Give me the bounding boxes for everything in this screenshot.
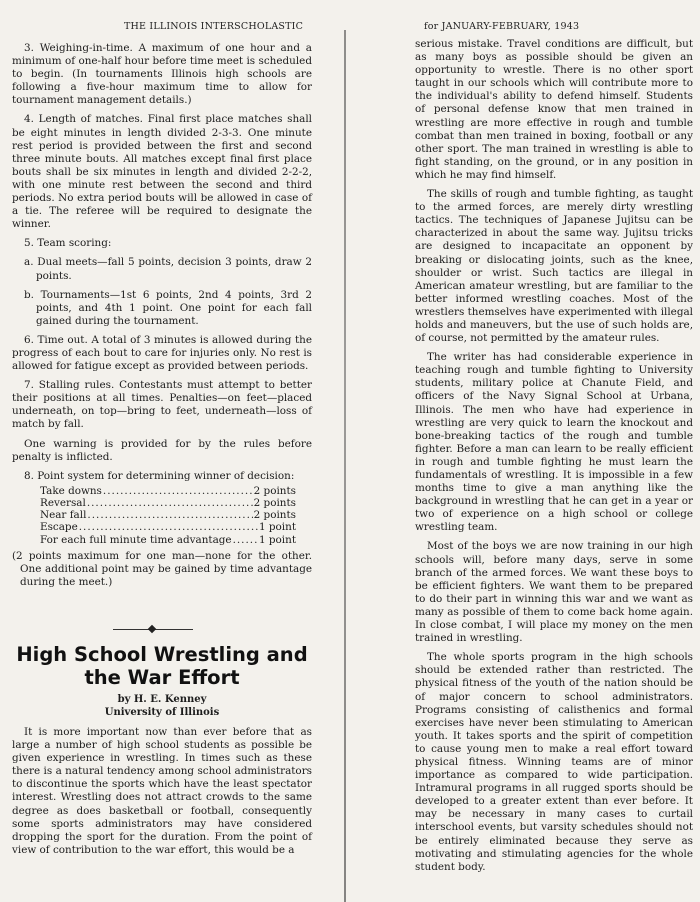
- scoring-value: 1 point: [258, 521, 296, 534]
- diamond-ornament-icon: [148, 625, 156, 633]
- scoring-label: For each full minute time advantage: [40, 533, 232, 546]
- scoring-value: 1 point: [258, 533, 296, 546]
- rule-weighing-in: 3. Weighing-in-time. A maximum of one hour and a minimum of one-half hour before time meet is scheduled to begin. (In tournaments Illinois high schools are following a five-hour maximum time to allow for tournament management details.): [12, 42, 312, 107]
- leader-dots: [233, 534, 258, 546]
- rule-tournaments: b. Tournaments—1st 6 points, 2nd 4 points, 3rd 2 points, and 4th 1 point. One point for each fall gained during the tournament.: [24, 288, 312, 327]
- article-paragraph: serious mistake. Travel conditions are difficult, but as many boys as possible should be given an opportunity to wrestle. There is no other sport taught in our schools which will contribute more to the individual's ability to defend himself. Students of personal defense know that men trained in wrestling are more effective in rough and tumble combat than men trained in boxing, football or any other sport. The man trained in wrestling is able to fight standing, on the ground, or in any position in which he may find himself.: [415, 38, 693, 181]
- rule-team-scoring: 5. Team scoring:: [24, 237, 112, 250]
- rule-length-of-matches: 4. Length of matches. Final first place matches shall be eight minutes in length divided 2-3-3. One minute rest period is provided between the first and second three minute bouts. All matches except final first place bouts shall be six minutes in length and divided 2-2-2, with one minute rest between the second and third periods. No extra period bouts will be allowed in case of a tie. The referee will be required to designate the winner.: [12, 113, 312, 231]
- article-paragraph: The whole sports program in the high schools should be extended rather than restricted. The physical fitness of the youth of the nation should be of major concern to school administrators. Programs consisting of calisthenics and formal exercises have never been stimulating to American youth. It takes sports and the spirit of competition to cause young men to make a real effort toward physical fitness. Winning teams are of minor importance as compared to wide participation. Intramural programs in all rugged sports should be developed to a greater extent than ever before. It may be necessary in many cases to curtail interschool events, but varsity schedules should not be entirely eliminated because they serve as motivating and stimulating agencies for the whole student body.: [415, 651, 693, 873]
- scoring-value: 2 points: [253, 484, 296, 497]
- section-divider: [113, 625, 193, 635]
- article-byline: [12, 694, 312, 719]
- left-column-rules: [12, 42, 312, 595]
- article-affiliation: University of Illinois: [104, 706, 220, 718]
- article-paragraph: It is more important now than ever before that as large a number of high school students as possible be given experience in wrestling. In times such as these there is a natural tendency among school administrators to discontinue the sports which have the least spectator interest. Wrestling does not attract crowds to the same degree as does basketball or football, consequently some sports administrators may have considered dropping the sport for the duration. From the point of view of contribution to the war effort, this would be a: [12, 726, 312, 856]
- article-intro-column: [12, 726, 312, 857]
- rule-point-system: 8. Point system for determining winner of decision:: [24, 469, 295, 482]
- scoring-label: Near fall: [40, 509, 87, 522]
- scoring-note: (2 points maximum for one man—none for the other. One additional point may be gained by time advantage during the meet.): [12, 549, 312, 589]
- right-column-article: [415, 38, 693, 880]
- scoring-row: [40, 497, 296, 509]
- leader-dots: [79, 521, 258, 533]
- article-paragraph: The writer has had considerable experience in teaching rough and tumble fighting to University students, military police at Chanute Field, and officers of the Navy Signal School at Urbana, Illinois. The men who have had experience in wrestling are very quick to learn the knockout and bone-breaking tactics of the rough and tumble fighter. Before a man can learn to be really efficient in rough and tumble fighting he must learn the fundamentals of wrestling. It is impossible in a few months time to give a man anything like the background in wrestling that he can get in a year or two of experience on a high school or college wrestling team.: [415, 351, 693, 534]
- article-paragraph: The skills of rough and tumble fighting, as taught to the armed forces, are merely dirty wrestling tactics. The techniques of Japanese Jujitsu can be characterized in about the same way. Jujitsu tricks are designed to incapacitate an opponent by breaking or dislocating joints, such as the knee, shoulder or wrist. Such tactics are illegal in American amateur wrestling, but are familiar to the better informed wrestling coaches. Most of the wrestlers themselves have experimented with illegal holds and maneuvers, but the use of such holds are, of course, not permitted by the amateur rules.: [415, 188, 693, 345]
- scoring-value: 2 points: [253, 497, 296, 510]
- scoring-table: [40, 485, 296, 546]
- rule-warning: One warning is provided for by the rules before penalty is inflicted.: [12, 437, 312, 463]
- scoring-label: Reversal: [40, 497, 86, 510]
- scoring-row: [40, 485, 296, 497]
- scoring-label: Escape: [40, 521, 78, 534]
- rule-time-out: 6. Time out. A total of 3 minutes is allowed during the progress of each bout to care for injuries only. No rest is allowed for fatigue except as provided between periods.: [12, 333, 312, 373]
- scoring-label: Take downs: [40, 484, 102, 497]
- scoring-row-advantage: [40, 534, 296, 546]
- running-header-left: THE ILLINOIS INTERSCHOLASTIC: [124, 21, 304, 32]
- article-author: by H. E. Kenney: [117, 694, 207, 705]
- scoring-row: [40, 521, 296, 533]
- running-header-right: for JANUARY-FEBRUARY, 1943: [424, 21, 580, 32]
- page-gutter: [344, 30, 346, 902]
- rule-stalling: 7. Stalling rules. Contestants must attempt to better their positions at all times. Penalties—on feet—placed underneath, on top—bring to feet, underneath—loss of match by fall.: [12, 379, 312, 431]
- leader-dots: [103, 485, 253, 497]
- leader-dots: [87, 509, 252, 521]
- scoring-value: 2 points: [253, 509, 296, 522]
- article-title: High School Wrestling and the War Effort: [16, 643, 308, 689]
- scoring-row: [40, 509, 296, 521]
- rule-dual-meets: a. Dual meets—fall 5 points, decision 3 points, draw 2 points.: [24, 256, 312, 282]
- leader-dots: [87, 497, 253, 509]
- article-paragraph: Most of the boys we are now training in our high schools will, before many days, serve in some branch of the armed forces. We want these boys to be efficient fighters. We want them to be prepared to do their part in winning this war and we want as many as possible of them to come back home again. In close combat, I will place my money on the men trained in wrestling.: [415, 540, 693, 645]
